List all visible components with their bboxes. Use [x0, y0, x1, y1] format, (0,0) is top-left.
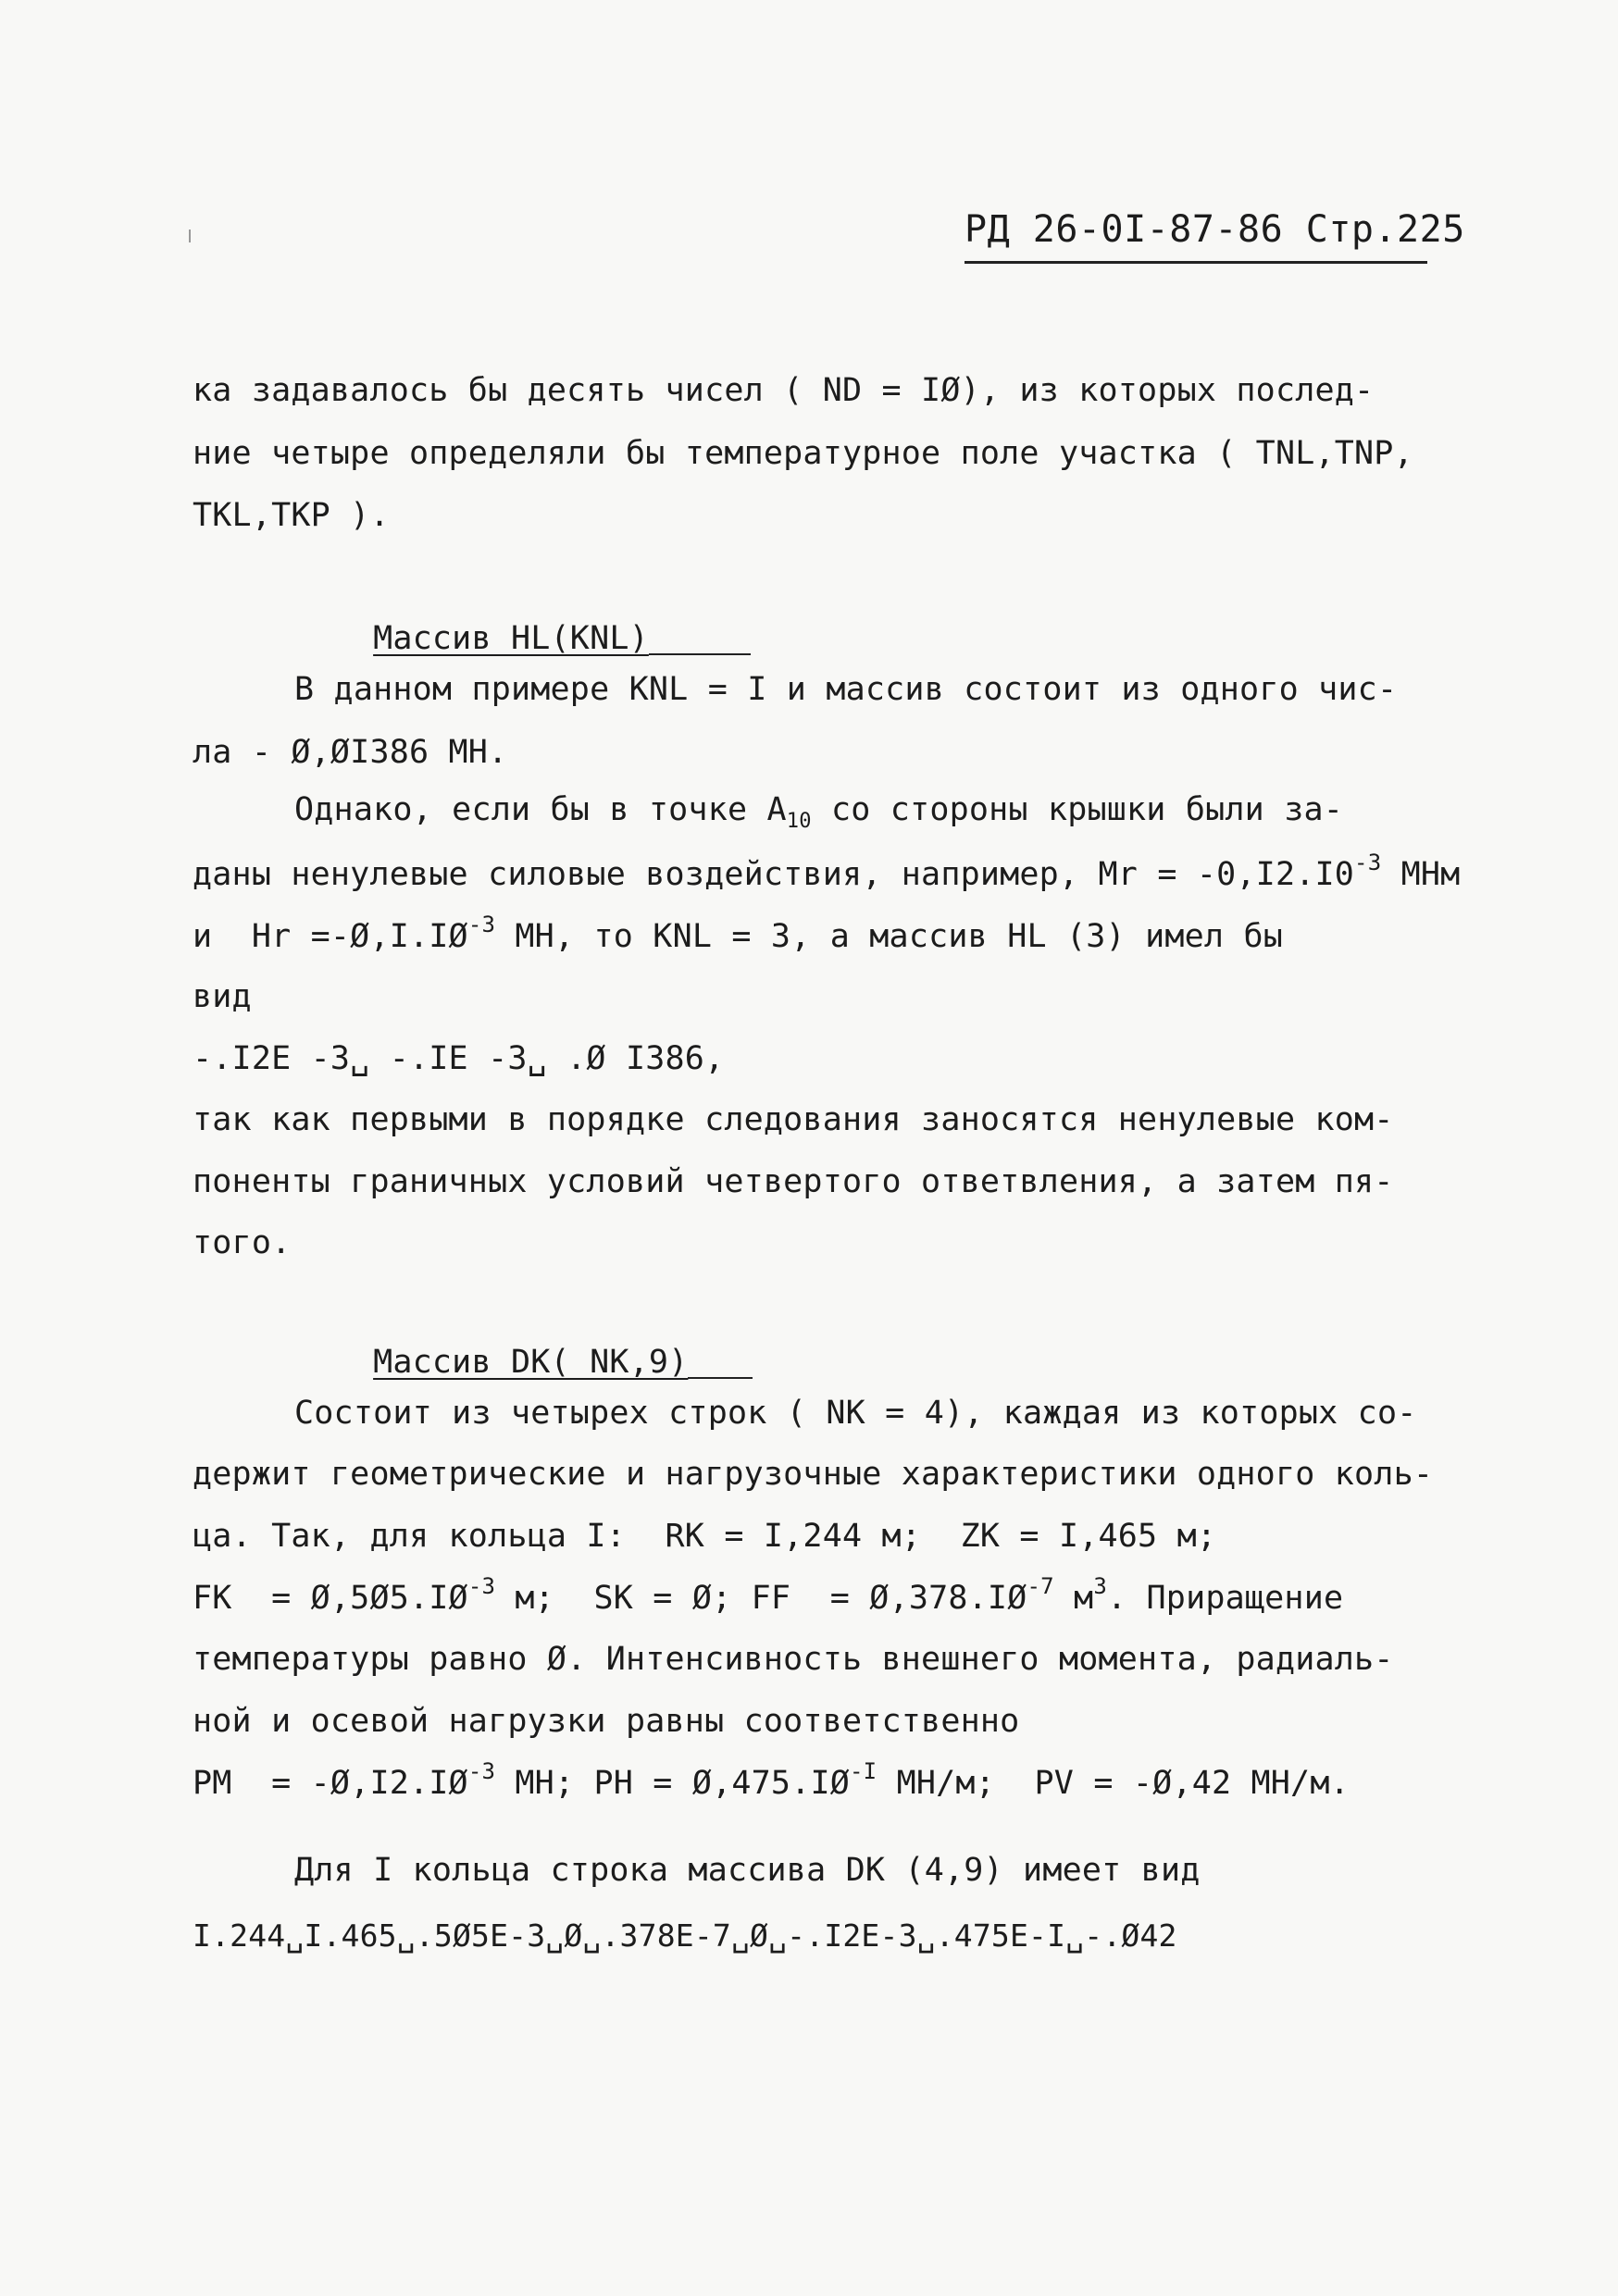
text-line: держит геометрические и нагрузочные характеристики одного коль- [193, 1456, 1434, 1493]
text-segment: МН; PH = Ø,475.IØ [495, 1765, 851, 1802]
exponent: -3 [467, 1573, 496, 1599]
text-segment: МНм [1381, 856, 1461, 893]
text-line: того. [193, 1224, 292, 1261]
text-line: ка задавалось бы десять чисел ( ND = IØ), из которых послед- [193, 372, 1375, 409]
text-line: поненты граничных условий четвертого ответвления, а затем пя- [193, 1163, 1394, 1200]
page-header: РД 26-0I-87-86 Стр.225 [965, 208, 1465, 251]
text-line: ние четыре определяли бы температурное поле участка ( TNL,TNP, [193, 435, 1413, 472]
text-segment: МН, то KNL = 3, а массив HL (3) имел бы [495, 918, 1283, 955]
text-line [193, 850, 1461, 893]
text-segment: со стороны крышки были за- [811, 791, 1344, 828]
heading-rule [649, 653, 751, 655]
text-line [193, 912, 1283, 955]
text-segment: м; SK = Ø; FF = Ø,378.IØ [495, 1580, 1027, 1617]
text-line: В данном примере KNL = I и массив состоит из одного чис- [294, 671, 1398, 708]
text-line: ла - Ø,ØI386 МН. [193, 734, 508, 771]
section-heading-text: Массив HL(KNL) [373, 620, 649, 657]
text-line: ца. Так, для кольца I: RK = I,244 м; ZK = I,465 м; [193, 1518, 1217, 1555]
exponent: 3 [1093, 1573, 1107, 1599]
text-segment: м [1053, 1580, 1094, 1617]
text-line: Состоит из четырех строк ( NK = 4), каждая из которых со- [294, 1395, 1417, 1432]
text-line: вид [193, 978, 252, 1015]
subscript: 10 [786, 810, 812, 833]
text-line: температуры равно Ø. Интенсивность внешнего момента, радиаль- [193, 1641, 1394, 1678]
heading-rule [688, 1377, 753, 1379]
text-line: ной и осевой нагрузки равны соответственно [193, 1703, 1020, 1740]
text-segment: PM = -Ø,I2.IØ [193, 1765, 468, 1802]
text-line [193, 1573, 1344, 1617]
text-line [193, 1758, 1350, 1802]
data-line: I.244␣I.465␣.5Ø5E-3␣Ø␣.378E-7␣Ø␣-.I2E-3␣.475E-I␣-.Ø42 [193, 1917, 1177, 1954]
text-line: так как первыми в порядке следования заносятся ненулевые ком- [193, 1101, 1394, 1138]
text-segment: и Нr =-Ø,I.IØ [193, 918, 468, 955]
exponent: -I [850, 1758, 877, 1784]
text-segment: . Приращение [1106, 1580, 1344, 1617]
section-heading-text: Массив DK( NK,9) [373, 1344, 689, 1381]
exponent: -3 [467, 1758, 496, 1784]
text-line [294, 791, 1344, 833]
header-underline [965, 261, 1427, 264]
text-line: TKL,TKP ). [193, 497, 390, 534]
text-segment: Однако, если бы в точке A [294, 791, 787, 828]
text-segment: МН/м; PV = -Ø,42 МН/м. [877, 1765, 1350, 1802]
data-line: -.I2E -3␣ -.IE -3␣ .Ø I386, [193, 1040, 725, 1077]
exponent: -7 [1027, 1573, 1054, 1599]
exponent: -3 [467, 912, 496, 937]
text-segment: даны ненулевые силовые воздействия, например, Мr = -0,I2.I0 [193, 856, 1355, 893]
exponent: -3 [1354, 850, 1382, 875]
text-segment: FK = Ø,5Ø5.IØ [193, 1580, 468, 1617]
margin-mark [189, 230, 191, 242]
text-line: Для I кольца строка массива DK (4,9) имеет вид [294, 1852, 1201, 1889]
